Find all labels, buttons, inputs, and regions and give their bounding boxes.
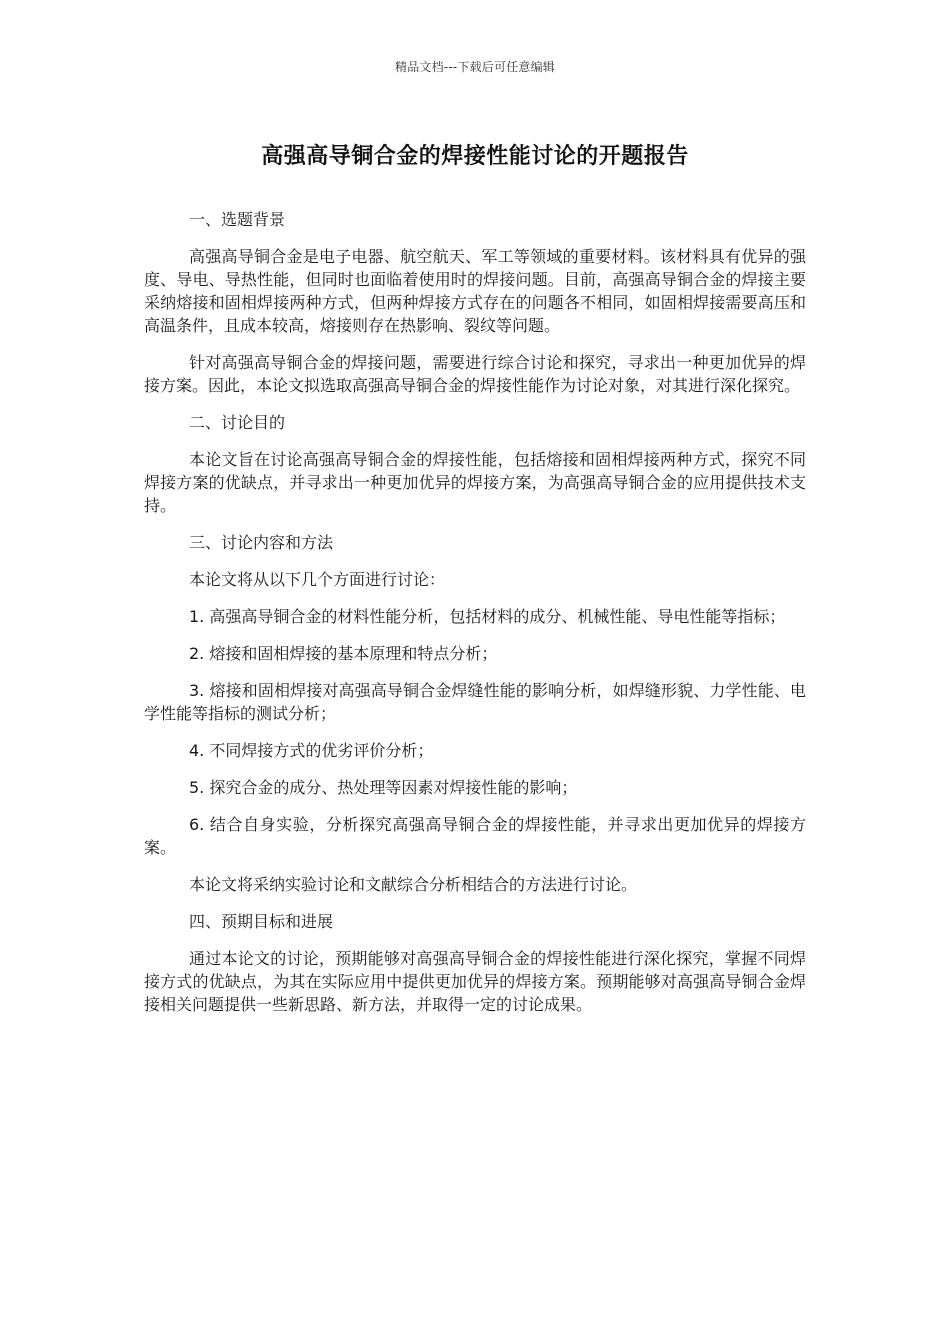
paragraph: 本论文将从以下几个方面进行讨论： <box>189 570 446 589</box>
section-heading-goals-progress: 四、预期目标和进展 <box>189 912 334 931</box>
list-item: 1. 高强高导铜合金的材料性能分析，包括材料的成分、机械性能、导电性能等指标； <box>189 607 786 626</box>
list-item: 5. 探究合金的成分、热处理等因素对焊接性能的影响； <box>189 778 578 797</box>
list-item: 6. 结合自身实验，分析探究高强高导铜合金的焊接性能，并寻求出更加优异的焊接方案。 <box>144 815 806 857</box>
paragraph: 高强高导铜合金是电子电器、航空航天、军工等领域的重要材料。该材料具有优异的强度、导电、导热性能，但同时也面临着使用时的焊接问题。目前，高强高导铜合金的焊接主要采纳熔接和固相焊接两种方式，但两种焊接方式存在的问题各不相同，如固相焊接需要高压和高温条件，且成本较高，熔接则存在热影响、裂纹等问题。 <box>144 247 806 335</box>
document-title: 高强高导铜合金的焊接性能讨论的开题报告 <box>261 144 689 169</box>
list-item: 3. 熔接和固相焊接对高强高导铜合金焊缝性能的影响分析，如焊缝形貌、力学性能、电学性能等指标的测试分析； <box>144 681 806 723</box>
section-heading-purpose: 二、讨论目的 <box>189 413 286 432</box>
section-heading-content-methods: 三、讨论内容和方法 <box>189 533 334 552</box>
section-heading-background: 一、选题背景 <box>189 210 286 229</box>
list-item: 2. 熔接和固相焊接的基本原理和特点分析； <box>189 644 498 663</box>
paragraph: 针对高强高导铜合金的焊接问题，需要进行综合讨论和探究，寻求出一种更加优异的焊接方案。因此，本论文拟选取高强高导铜合金的焊接性能作为讨论对象，对其进行深化探究。 <box>144 353 806 395</box>
paragraph: 通过本论文的讨论，预期能够对高强高导铜合金的焊接性能进行深化探究，掌握不同焊接方式的优缺点，为其在实际应用中提供更加优异的焊接方案。预期能够对高强高导铜合金焊接相关问题提供一些新思路、新方法，并取得一定的讨论成果。 <box>144 949 806 1014</box>
document-body <box>144 208 806 1030</box>
list-item: 4. 不同焊接方式的优劣评价分析； <box>189 741 434 760</box>
paragraph: 本论文将采纳实验讨论和文献综合分析相结合的方法进行讨论。 <box>189 875 638 894</box>
paragraph: 本论文旨在讨论高强高导铜合金的焊接性能，包括熔接和固相焊接两种方式，探究不同焊接方案的优缺点，并寻求出一种更加优异的焊接方案，为高强高导铜合金的应用提供技术支持。 <box>144 450 806 515</box>
header-note: 精品文档---下载后可任意编辑 <box>395 60 555 74</box>
